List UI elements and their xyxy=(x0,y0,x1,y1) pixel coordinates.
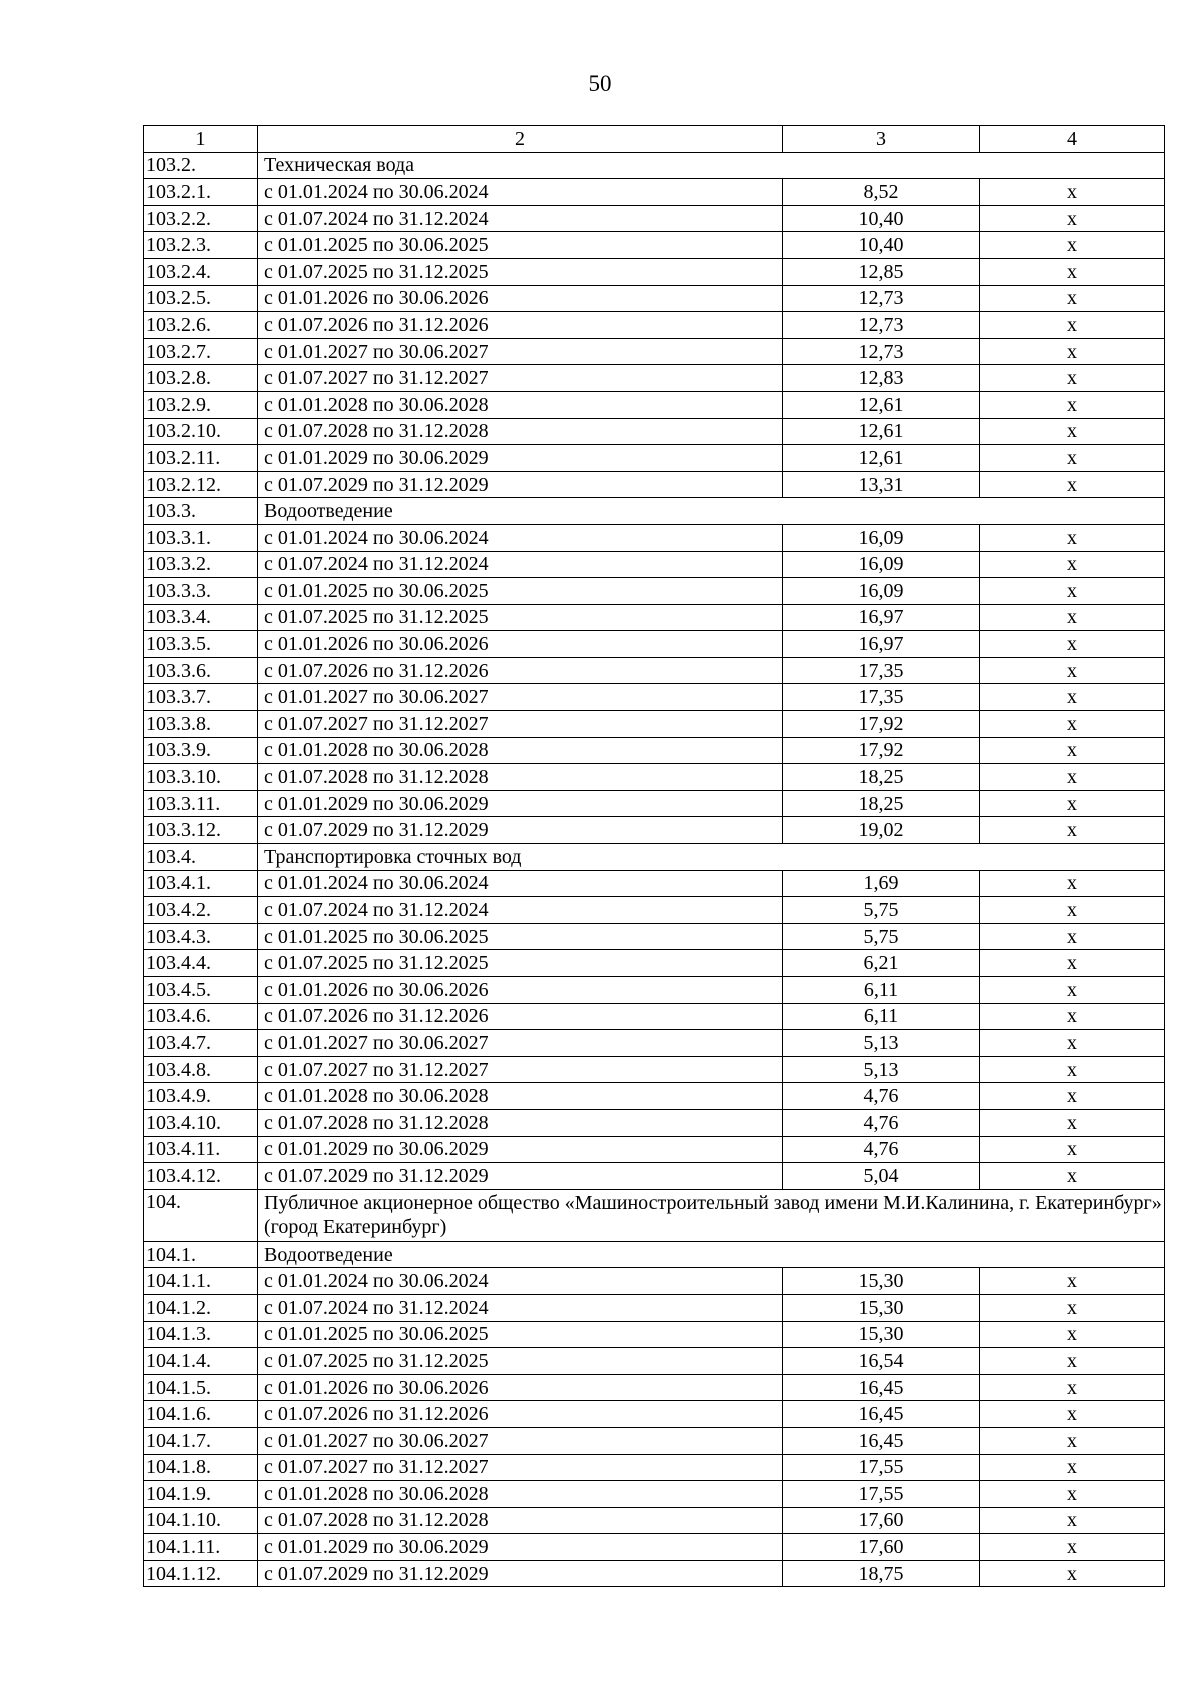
table-row xyxy=(144,232,1165,259)
tariff-value-cell: 15,30 xyxy=(783,1294,980,1321)
tariff-value-cell: 15,30 xyxy=(783,1321,980,1348)
table-row xyxy=(144,1560,1165,1587)
tariff-value-cell: 5,04 xyxy=(783,1163,980,1190)
table-row xyxy=(144,391,1165,418)
row-number: 103.4. xyxy=(144,844,258,871)
mark-cell: x xyxy=(980,817,1165,844)
section-row xyxy=(144,844,1165,871)
table-row xyxy=(144,870,1165,897)
mark-cell: x xyxy=(980,684,1165,711)
mark-cell: x xyxy=(980,1454,1165,1481)
period-cell: с 01.07.2026 по 31.12.2026 xyxy=(258,312,783,339)
row-number: 103.3.2. xyxy=(144,551,258,578)
mark-cell: x xyxy=(980,391,1165,418)
mark-cell: x xyxy=(980,1294,1165,1321)
row-number: 104.1.4. xyxy=(144,1348,258,1375)
mark-cell: x xyxy=(980,657,1165,684)
row-number: 103.2.6. xyxy=(144,312,258,339)
mark-cell: x xyxy=(980,179,1165,206)
mark-cell: x xyxy=(980,1481,1165,1508)
table-row xyxy=(144,1348,1165,1375)
row-number: 104.1.8. xyxy=(144,1454,258,1481)
mark-cell: x xyxy=(980,897,1165,924)
row-number: 104.1.3. xyxy=(144,1321,258,1348)
table-row xyxy=(144,1003,1165,1030)
period-cell: с 01.07.2024 по 31.12.2024 xyxy=(258,551,783,578)
table-row xyxy=(144,711,1165,738)
mark-cell: x xyxy=(980,1109,1165,1136)
table-row xyxy=(144,923,1165,950)
period-cell: с 01.07.2024 по 31.12.2024 xyxy=(258,1294,783,1321)
mark-cell: x xyxy=(980,1163,1165,1190)
tariff-value-cell: 5,13 xyxy=(783,1030,980,1057)
period-cell: с 01.01.2029 по 30.06.2029 xyxy=(258,1534,783,1561)
section-title: Транспортировка сточных вод xyxy=(258,844,1165,871)
table-row xyxy=(144,312,1165,339)
tariff-value-cell: 17,92 xyxy=(783,737,980,764)
table-row xyxy=(144,471,1165,498)
tariff-value-cell: 5,13 xyxy=(783,1056,980,1083)
tariff-value-cell: 16,45 xyxy=(783,1401,980,1428)
row-number: 103.2.9. xyxy=(144,391,258,418)
tariff-value-cell: 6,11 xyxy=(783,977,980,1004)
period-cell: с 01.07.2028 по 31.12.2028 xyxy=(258,1507,783,1534)
table-row xyxy=(144,1136,1165,1163)
period-cell: с 01.07.2028 по 31.12.2028 xyxy=(258,418,783,445)
table-row xyxy=(144,737,1165,764)
mark-cell: x xyxy=(980,1374,1165,1401)
row-number: 104.1.1. xyxy=(144,1268,258,1295)
period-cell: с 01.01.2027 по 30.06.2027 xyxy=(258,1030,783,1057)
period-cell: с 01.07.2029 по 31.12.2029 xyxy=(258,471,783,498)
table-row xyxy=(144,631,1165,658)
table-row xyxy=(144,365,1165,392)
period-cell: с 01.01.2027 по 30.06.2027 xyxy=(258,684,783,711)
row-number: 103.3.10. xyxy=(144,764,258,791)
table-row xyxy=(144,524,1165,551)
period-cell: с 01.01.2028 по 30.06.2028 xyxy=(258,391,783,418)
mark-cell: x xyxy=(980,205,1165,232)
tariff-value-cell: 5,75 xyxy=(783,923,980,950)
row-number: 103.4.6. xyxy=(144,1003,258,1030)
table-row xyxy=(144,551,1165,578)
tariff-value-cell: 16,09 xyxy=(783,551,980,578)
row-number: 104.1. xyxy=(144,1241,258,1268)
tariff-value-cell: 16,97 xyxy=(783,631,980,658)
tariff-value-cell: 13,31 xyxy=(783,471,980,498)
table-row xyxy=(144,418,1165,445)
tariff-value-cell: 8,52 xyxy=(783,179,980,206)
period-cell: с 01.07.2026 по 31.12.2026 xyxy=(258,1401,783,1428)
period-cell: с 01.07.2028 по 31.12.2028 xyxy=(258,764,783,791)
section-title: Техническая вода xyxy=(258,152,1165,179)
table-row xyxy=(144,684,1165,711)
table-row xyxy=(144,1294,1165,1321)
header-cell-2: 2 xyxy=(258,126,783,153)
table-row xyxy=(144,1481,1165,1508)
table-row xyxy=(144,817,1165,844)
header-cell-4: 4 xyxy=(980,126,1165,153)
period-cell: с 01.01.2028 по 30.06.2028 xyxy=(258,1481,783,1508)
row-number: 103.2.2. xyxy=(144,205,258,232)
row-number: 103.4.10. xyxy=(144,1109,258,1136)
period-cell: с 01.07.2029 по 31.12.2029 xyxy=(258,817,783,844)
row-number: 103.4.1. xyxy=(144,870,258,897)
mark-cell: x xyxy=(980,1321,1165,1348)
tariff-value-cell: 10,40 xyxy=(783,205,980,232)
mark-cell: x xyxy=(980,258,1165,285)
table-row xyxy=(144,657,1165,684)
mark-cell: x xyxy=(980,764,1165,791)
table-row xyxy=(144,205,1165,232)
tariff-value-cell: 12,61 xyxy=(783,391,980,418)
tariff-value-cell: 4,76 xyxy=(783,1109,980,1136)
table-row xyxy=(144,1401,1165,1428)
period-cell: с 01.07.2026 по 31.12.2026 xyxy=(258,1003,783,1030)
row-number: 103.4.3. xyxy=(144,923,258,950)
period-cell: с 01.01.2027 по 30.06.2027 xyxy=(258,338,783,365)
mark-cell: x xyxy=(980,1560,1165,1587)
table-row xyxy=(144,338,1165,365)
row-number: 103.3.1. xyxy=(144,524,258,551)
table-row xyxy=(144,1374,1165,1401)
tariff-value-cell: 6,21 xyxy=(783,950,980,977)
table-row xyxy=(144,604,1165,631)
row-number: 103.4.2. xyxy=(144,897,258,924)
row-number: 104.1.11. xyxy=(144,1534,258,1561)
mark-cell: x xyxy=(980,950,1165,977)
period-cell: с 01.01.2025 по 30.06.2025 xyxy=(258,1321,783,1348)
table-row xyxy=(144,977,1165,1004)
table-row xyxy=(144,1454,1165,1481)
mark-cell: x xyxy=(980,445,1165,472)
tariff-value-cell: 17,60 xyxy=(783,1507,980,1534)
row-number: 103.2.3. xyxy=(144,232,258,259)
table-row xyxy=(144,1056,1165,1083)
row-number: 103.4.12. xyxy=(144,1163,258,1190)
row-number: 103.4.7. xyxy=(144,1030,258,1057)
row-number: 104.1.7. xyxy=(144,1427,258,1454)
section-row xyxy=(144,1241,1165,1268)
table-row xyxy=(144,1427,1165,1454)
row-number: 104.1.2. xyxy=(144,1294,258,1321)
period-cell: с 01.01.2024 по 30.06.2024 xyxy=(258,1268,783,1295)
mark-cell: x xyxy=(980,1534,1165,1561)
table-row xyxy=(144,1163,1165,1190)
tariff-value-cell: 12,61 xyxy=(783,418,980,445)
row-number: 103.2.8. xyxy=(144,365,258,392)
row-number: 103.2.4. xyxy=(144,258,258,285)
mark-cell: x xyxy=(980,870,1165,897)
tariff-value-cell: 12,73 xyxy=(783,338,980,365)
row-number: 103.3.11. xyxy=(144,790,258,817)
tariff-value-cell: 17,60 xyxy=(783,1534,980,1561)
period-cell: с 01.07.2025 по 31.12.2025 xyxy=(258,950,783,977)
tariff-value-cell: 16,09 xyxy=(783,524,980,551)
tariff-value-cell: 6,11 xyxy=(783,1003,980,1030)
tariff-table-body xyxy=(144,126,1165,1587)
mark-cell: x xyxy=(980,1030,1165,1057)
mark-cell: x xyxy=(980,365,1165,392)
period-cell: с 01.07.2024 по 31.12.2024 xyxy=(258,205,783,232)
mark-cell: x xyxy=(980,1507,1165,1534)
row-number: 103.4.9. xyxy=(144,1083,258,1110)
period-cell: с 01.01.2026 по 30.06.2026 xyxy=(258,631,783,658)
tariff-value-cell: 16,54 xyxy=(783,1348,980,1375)
table-row xyxy=(144,1109,1165,1136)
period-cell: с 01.07.2029 по 31.12.2029 xyxy=(258,1163,783,1190)
row-number: 103.2.11. xyxy=(144,445,258,472)
tariff-table xyxy=(143,125,1165,1587)
page-number: 50 xyxy=(588,71,612,96)
row-number: 103.3. xyxy=(144,498,258,525)
tariff-value-cell: 18,75 xyxy=(783,1560,980,1587)
tariff-value-cell: 17,35 xyxy=(783,657,980,684)
table-row xyxy=(144,578,1165,605)
tariff-value-cell: 18,25 xyxy=(783,764,980,791)
table-row xyxy=(144,1507,1165,1534)
table-row xyxy=(144,1030,1165,1057)
row-number: 103.2.12. xyxy=(144,471,258,498)
table-row xyxy=(144,285,1165,312)
section-title: Водоотведение xyxy=(258,498,1165,525)
tariff-value-cell: 5,75 xyxy=(783,897,980,924)
tariff-value-cell: 10,40 xyxy=(783,232,980,259)
period-cell: с 01.07.2025 по 31.12.2025 xyxy=(258,604,783,631)
row-number: 103.3.9. xyxy=(144,737,258,764)
tariff-value-cell: 12,61 xyxy=(783,445,980,472)
row-number: 103.3.7. xyxy=(144,684,258,711)
mark-cell: x xyxy=(980,471,1165,498)
section-row xyxy=(144,1189,1165,1241)
row-number: 103.3.12. xyxy=(144,817,258,844)
tariff-value-cell: 1,69 xyxy=(783,870,980,897)
section-title: Публичное акционерное общество «Машиностроительный завод имени М.И.Калинина, г. Екатеринбург» (город Екатеринбург) xyxy=(258,1189,1165,1241)
period-cell: с 01.01.2026 по 30.06.2026 xyxy=(258,1374,783,1401)
table-header-row xyxy=(144,126,1165,153)
period-cell: с 01.01.2027 по 30.06.2027 xyxy=(258,1427,783,1454)
tariff-value-cell: 16,45 xyxy=(783,1374,980,1401)
mark-cell: x xyxy=(980,1427,1165,1454)
period-cell: с 01.01.2025 по 30.06.2025 xyxy=(258,578,783,605)
row-number: 104.1.9. xyxy=(144,1481,258,1508)
row-number: 103.4.4. xyxy=(144,950,258,977)
mark-cell: x xyxy=(980,551,1165,578)
mark-cell: x xyxy=(980,1348,1165,1375)
row-number: 103.4.8. xyxy=(144,1056,258,1083)
section-row xyxy=(144,152,1165,179)
tariff-value-cell: 15,30 xyxy=(783,1268,980,1295)
mark-cell: x xyxy=(980,977,1165,1004)
row-number: 104. xyxy=(144,1189,258,1241)
mark-cell: x xyxy=(980,1003,1165,1030)
tariff-value-cell: 17,35 xyxy=(783,684,980,711)
row-number: 103.4.5. xyxy=(144,977,258,1004)
period-cell: с 01.01.2026 по 30.06.2026 xyxy=(258,977,783,1004)
period-cell: с 01.07.2029 по 31.12.2029 xyxy=(258,1560,783,1587)
period-cell: с 01.01.2029 по 30.06.2029 xyxy=(258,1136,783,1163)
table-row xyxy=(144,1534,1165,1561)
period-cell: с 01.07.2027 по 31.12.2027 xyxy=(258,1454,783,1481)
tariff-value-cell: 12,73 xyxy=(783,312,980,339)
mark-cell: x xyxy=(980,578,1165,605)
period-cell: с 01.07.2025 по 31.12.2025 xyxy=(258,1348,783,1375)
table-row xyxy=(144,790,1165,817)
row-number: 103.4.11. xyxy=(144,1136,258,1163)
mark-cell: x xyxy=(980,1401,1165,1428)
row-number: 103.3.4. xyxy=(144,604,258,631)
table-row xyxy=(144,1321,1165,1348)
row-number: 103.2.1. xyxy=(144,179,258,206)
row-number: 104.1.12. xyxy=(144,1560,258,1587)
mark-cell: x xyxy=(980,631,1165,658)
table-row xyxy=(144,1268,1165,1295)
mark-cell: x xyxy=(980,312,1165,339)
mark-cell: x xyxy=(980,1268,1165,1295)
tariff-value-cell: 17,55 xyxy=(783,1454,980,1481)
row-number: 103.3.6. xyxy=(144,657,258,684)
period-cell: с 01.01.2029 по 30.06.2029 xyxy=(258,790,783,817)
header-cell-1: 1 xyxy=(144,126,258,153)
period-cell: с 01.07.2026 по 31.12.2026 xyxy=(258,657,783,684)
row-number: 103.3.8. xyxy=(144,711,258,738)
row-number: 103.2.5. xyxy=(144,285,258,312)
row-number: 103.2.7. xyxy=(144,338,258,365)
tariff-value-cell: 16,45 xyxy=(783,1427,980,1454)
tariff-value-cell: 12,83 xyxy=(783,365,980,392)
tariff-value-cell: 4,76 xyxy=(783,1083,980,1110)
period-cell: с 01.01.2025 по 30.06.2025 xyxy=(258,232,783,259)
period-cell: с 01.01.2026 по 30.06.2026 xyxy=(258,285,783,312)
table-row xyxy=(144,258,1165,285)
period-cell: с 01.07.2027 по 31.12.2027 xyxy=(258,1056,783,1083)
tariff-value-cell: 16,97 xyxy=(783,604,980,631)
tariff-value-cell: 18,25 xyxy=(783,790,980,817)
period-cell: с 01.01.2024 по 30.06.2024 xyxy=(258,524,783,551)
period-cell: с 01.01.2029 по 30.06.2029 xyxy=(258,445,783,472)
tariff-value-cell: 12,85 xyxy=(783,258,980,285)
period-cell: с 01.01.2024 по 30.06.2024 xyxy=(258,870,783,897)
period-cell: с 01.07.2028 по 31.12.2028 xyxy=(258,1109,783,1136)
mark-cell: x xyxy=(980,1083,1165,1110)
mark-cell: x xyxy=(980,232,1165,259)
mark-cell: x xyxy=(980,790,1165,817)
table-row xyxy=(144,764,1165,791)
mark-cell: x xyxy=(980,1056,1165,1083)
mark-cell: x xyxy=(980,604,1165,631)
row-number: 103.3.5. xyxy=(144,631,258,658)
period-cell: с 01.01.2024 по 30.06.2024 xyxy=(258,179,783,206)
table-row xyxy=(144,1083,1165,1110)
row-number: 104.1.10. xyxy=(144,1507,258,1534)
row-number: 104.1.5. xyxy=(144,1374,258,1401)
mark-cell: x xyxy=(980,418,1165,445)
period-cell: с 01.07.2024 по 31.12.2024 xyxy=(258,897,783,924)
period-cell: с 01.07.2027 по 31.12.2027 xyxy=(258,365,783,392)
period-cell: с 01.01.2028 по 30.06.2028 xyxy=(258,1083,783,1110)
mark-cell: x xyxy=(980,338,1165,365)
row-number: 103.2. xyxy=(144,152,258,179)
section-title: Водоотведение xyxy=(258,1241,1165,1268)
header-cell-3: 3 xyxy=(783,126,980,153)
table-row xyxy=(144,950,1165,977)
tariff-value-cell: 19,02 xyxy=(783,817,980,844)
row-number: 104.1.6. xyxy=(144,1401,258,1428)
tariff-value-cell: 4,76 xyxy=(783,1136,980,1163)
row-number: 103.2.10. xyxy=(144,418,258,445)
period-cell: с 01.01.2025 по 30.06.2025 xyxy=(258,923,783,950)
mark-cell: x xyxy=(980,711,1165,738)
table-row xyxy=(144,897,1165,924)
period-cell: с 01.07.2025 по 31.12.2025 xyxy=(258,258,783,285)
section-row xyxy=(144,498,1165,525)
row-number: 103.3.3. xyxy=(144,578,258,605)
table-row xyxy=(144,179,1165,206)
tariff-value-cell: 17,92 xyxy=(783,711,980,738)
table-row xyxy=(144,445,1165,472)
period-cell: с 01.07.2027 по 31.12.2027 xyxy=(258,711,783,738)
mark-cell: x xyxy=(980,524,1165,551)
tariff-value-cell: 17,55 xyxy=(783,1481,980,1508)
mark-cell: x xyxy=(980,285,1165,312)
mark-cell: x xyxy=(980,737,1165,764)
mark-cell: x xyxy=(980,923,1165,950)
mark-cell: x xyxy=(980,1136,1165,1163)
tariff-value-cell: 12,73 xyxy=(783,285,980,312)
period-cell: с 01.01.2028 по 30.06.2028 xyxy=(258,737,783,764)
tariff-value-cell: 16,09 xyxy=(783,578,980,605)
